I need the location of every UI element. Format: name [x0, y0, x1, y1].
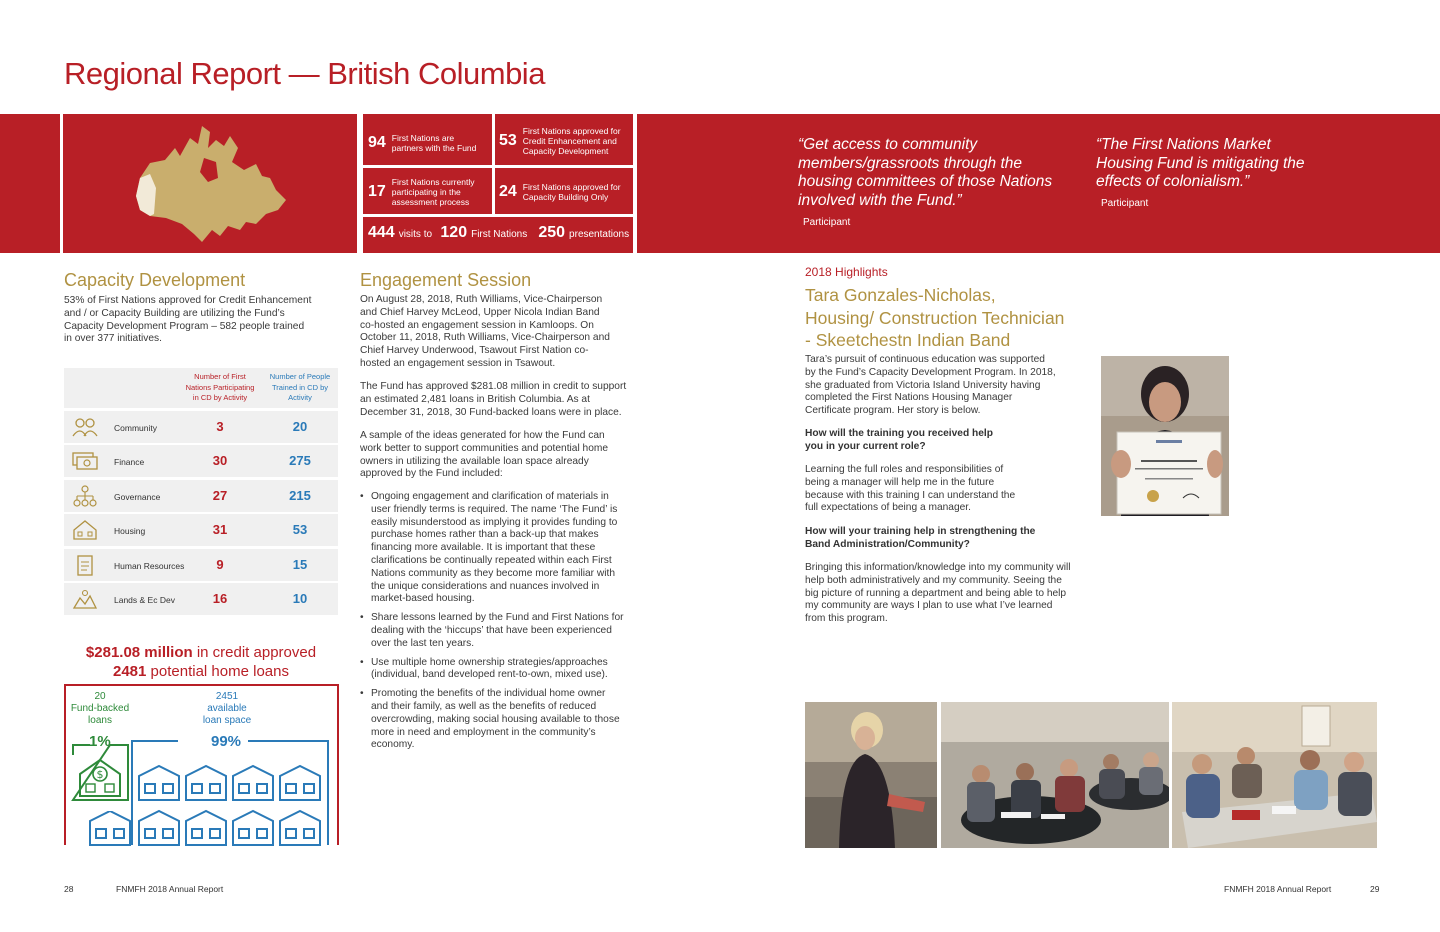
footer-title-left: FNMFH 2018 Annual Report: [116, 884, 224, 894]
money-icon: [72, 450, 98, 472]
capacity-table: [64, 368, 338, 615]
footer-title-right: FNMFH 2018 Annual Report: [1224, 884, 1332, 894]
ideas-list: [360, 491, 624, 758]
svg-text:$: $: [96, 768, 104, 781]
loan-count: 2481 potential home loans: [113, 663, 289, 680]
available-percent: 99%: [211, 733, 242, 750]
quote-community: “Get access to community members/grassroots through the housing committees of those Nations involved with the Fund.”: [798, 136, 1053, 209]
people-icon: [72, 416, 98, 438]
page-number-right: 29: [1370, 884, 1380, 894]
fund-backed-percent: 1%: [89, 733, 111, 750]
highlights-label: 2018 Highlights: [805, 265, 888, 279]
canada-map-icon: [120, 118, 290, 250]
engagement-p2: The Fund has approved $281.08 million in credit to support an estimated 2,481 loans in British Columbia. As at December 31, 2018, 30 Fund-backed loans were in place.: [360, 381, 627, 418]
visits-summary: 444 visits to 120 First Nations 250 presentations: [368, 224, 630, 241]
list-item: • Ongoing engagement and clarification of materials in user friendly terms is required. The name ‘The Fund’ is easily misunderstood as implying it provides funding to purchase homes rather than a back-up that makes financing more available. It is important that these clarifications be continually repeated within each First Nations community as they become more familiar with the unique considerations and nuances involved in market-based housing.: [360, 491, 624, 606]
answer-2: Bringing this information/knowledge into my community will help both administratively and my community. Seeing the big picture of running a department and being able to help my community are ways I plan to use what I’ve learned from this program.: [805, 562, 1071, 625]
highlights-intro: Tara’s pursuit of continuous education was supported by the Fund’s Capacity Development Program. In 2018, she graduated from Victoria Island University having completed the First Nations Housing Manager Certificate program. Her story is below.: [805, 354, 1056, 417]
question-2: How will your training help in strengthening the Band Administration/Community?: [805, 526, 1036, 550]
table-row: Finance 30 275: [64, 445, 338, 477]
credit-amount: $281.08 million in credit approved: [85, 644, 317, 661]
stat-partners: 94 First Nations are partners with the Fund: [368, 124, 490, 162]
answer-1: Learning the full roles and responsibilities of being a manager will help me in the future because with this training I can understand the full expectations of being a manager.: [805, 464, 1016, 514]
page-title: Regional Report — British Columbia: [64, 56, 545, 91]
stat-capacity-building: 24 First Nations approved for Capacity Building Only: [499, 172, 633, 212]
dollar-house-icon: [78, 756, 122, 798]
engagement-p3: A sample of the ideas generated for how the Fund can work better to support communities and potential home owners in utilizing the available loan space already approved by the Fund included:: [360, 430, 609, 480]
capacity-heading: Capacity Development: [64, 270, 246, 290]
workshop-photo: [941, 702, 1169, 848]
table-row: Lands & Ec Dev 16 10: [64, 583, 338, 615]
quote-colonialism: “The First Nations Market Housing Fund is mitigating the effects of colonialism.”: [1096, 136, 1305, 190]
land-icon: [72, 588, 98, 610]
stat-assessment: 17 First Nations currently participating in the assessment process: [368, 172, 490, 212]
table-header: Number of First Nations Participating in CD by Activity Number of People Trained in CD by Activity: [64, 368, 338, 408]
house-icon: [72, 519, 98, 541]
org-chart-icon: [72, 485, 98, 507]
engagement-heading: Engagement Session: [360, 270, 532, 290]
list-item: • Share lessons learned by the Fund and First Nations for dealing with the ‘hiccups’ that have been experienced over the last ten years.: [360, 612, 624, 650]
group-photo: [1172, 702, 1377, 848]
quote-attribution: Participant: [803, 217, 851, 228]
fund-backed-label: 20 Fund-backed loans: [70, 691, 130, 726]
capacity-text: 53% of First Nations approved for Credit Enhancement and / or Capacity Building are utilizing the Fund’s Capacity Development Program – 582 people trained in over 377 initiatives.: [64, 295, 312, 345]
graduate-photo: [1101, 356, 1229, 516]
list-item: • Use multiple home ownership strategies/approaches (individual, band developed rent-to-own, mixed use).: [360, 657, 624, 683]
available-house-extra: [88, 811, 132, 847]
available-houses: [136, 764, 326, 846]
available-label: 2451 available loan space: [202, 691, 252, 726]
highlights-heading: Tara Gonzales-Nicholas, Housing/ Construction Technician - Skeetchestn Indian Band: [805, 285, 1065, 350]
table-row: Housing 31 53: [64, 514, 338, 546]
stat-approved-ce-cd: 53 First Nations approved for Credit Enhancement and Capacity Development: [499, 121, 633, 161]
question-1: How will the training you received help you in your current role?: [805, 428, 993, 452]
quote-attribution: Participant: [1101, 198, 1149, 209]
table-row: Governance 27 215: [64, 480, 338, 512]
engagement-p1: On August 28, 2018, Ruth Williams, Vice-Chairperson and Chief Harvey McLeod, Upper Nicola Indian Band co-hosted an engagement session in Kamloops. On October 11, 2018, Ruth Williams, Vice-Chairperson and Chief Harvey Underwood, Tsawout First Nation co-hosted an engagement session in Tsawout.: [360, 294, 610, 369]
table-row: Community 3 20: [64, 411, 338, 443]
presenter-photo: [805, 702, 937, 848]
table-row: Human Resources 9 15: [64, 549, 338, 581]
page-number-left: 28: [64, 884, 74, 894]
list-item: • Promoting the benefits of the individual home owner and their family, as well as the benefits of reduced overcrowding, making social housing available to those more in need and employment in the community’s economy.: [360, 688, 624, 752]
clipboard-icon: [72, 554, 98, 576]
